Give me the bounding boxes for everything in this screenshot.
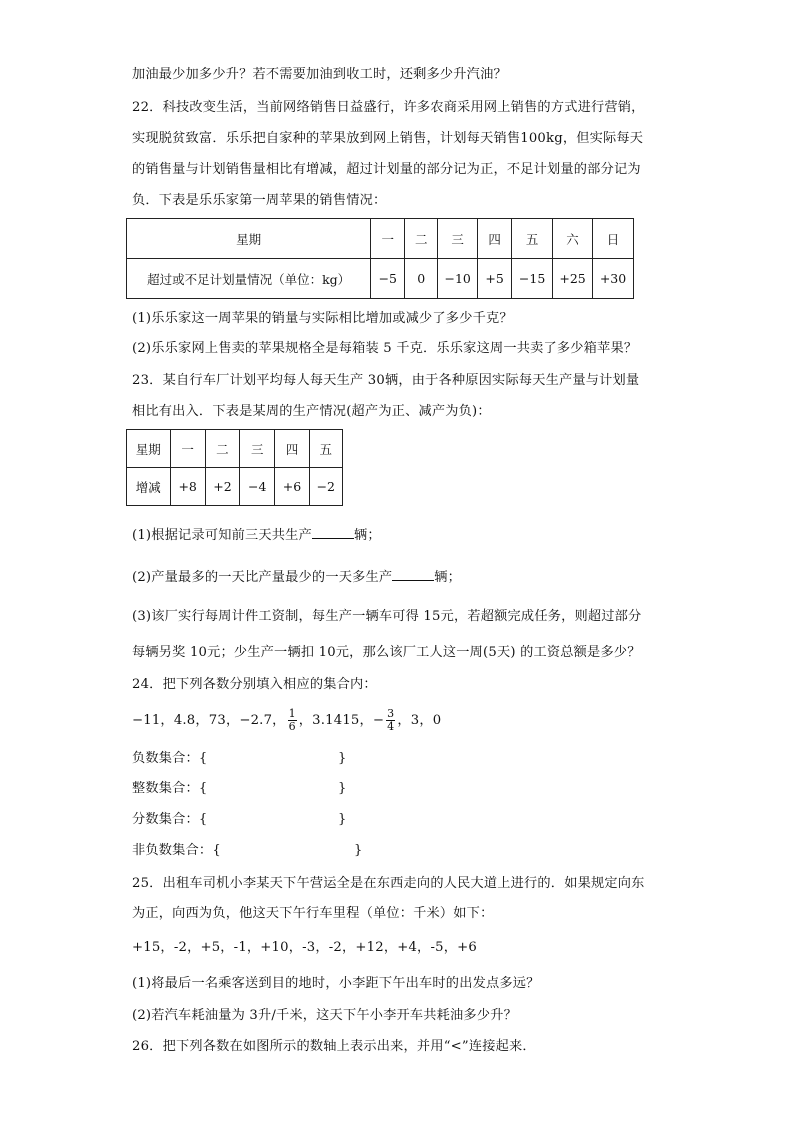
table-cell: −10	[438, 259, 478, 299]
table-cell: +8	[170, 468, 205, 506]
table-cell: −4	[240, 468, 275, 506]
sales-table	[126, 218, 634, 299]
question-23-sub-1-text: (1)根据记录可知前三天共生产	[132, 528, 312, 543]
question-25-sub-2: (2)若汽车耗油量为 3升/千米，这天下午小李开车共耗油多少升？	[132, 1008, 517, 1023]
set-nonnegative-label: 非负数集合：{	[132, 843, 221, 858]
table-cell: 星期	[127, 219, 371, 259]
fraction-numerator: 1	[288, 707, 296, 720]
table-cell: 四	[275, 430, 309, 468]
table-cell: +25	[553, 259, 593, 299]
set-integer-close: }	[338, 781, 347, 796]
question-22-line-4: 负．下表是乐乐家第一周苹果的销售情况：	[132, 193, 387, 208]
set-negative-close: }	[338, 751, 347, 766]
answer-blank[interactable]	[312, 524, 354, 539]
question-25-line-1: 25．出租车司机小李某天下午营运全是在东西走向的人民大道上进行的．如果规定向东	[132, 876, 645, 891]
table-cell: 二	[405, 219, 438, 259]
set-negative-label: 负数集合：{	[132, 751, 208, 766]
table-cell: 三	[438, 219, 478, 259]
line-l1: 加油最少加多少升？若不需要加油到收工时，还剩多少升汽油？	[132, 67, 507, 82]
table-cell: −5	[371, 259, 405, 299]
question-23-sub-1-unit: 辆；	[353, 528, 381, 543]
table-cell: 一	[170, 430, 205, 468]
table-cell: −15	[512, 259, 553, 299]
question-24-line-1: 24．把下列各数分别填入相应的集合内：	[132, 677, 377, 692]
table-cell: 四	[478, 219, 512, 259]
question-24-numbers	[132, 706, 441, 736]
question-25-sub-1: (1)将最后一名乘客送到目的地时，小李距下午出车时的出发点多远？	[132, 976, 540, 991]
set-fraction	[132, 811, 347, 829]
question-25-line-2: 为正，向西为负，他这天下午行车里程（单位：千米）如下：	[132, 906, 494, 921]
table-cell: 二	[205, 430, 239, 468]
numbers-part-c: ，3，0	[397, 713, 442, 728]
question-23-sub-2-text: (2)产量最多的一天比产量最少的一天多生产	[132, 570, 393, 585]
question-25-numbers: +15，-2，+5，-1，+10，-3，-2，+12，+4，-5，+6	[132, 940, 477, 955]
numbers-part-a: −11，4.8，73，−2.7，	[132, 713, 286, 728]
table-cell: 六	[553, 219, 593, 259]
set-nonnegative-close: }	[354, 843, 363, 858]
table-cell: 五	[309, 430, 342, 468]
question-22-sub-2: (2)乐乐家网上售卖的苹果规格全是每箱装 5 千克．乐乐家这周一共卖了多少箱苹果？	[132, 341, 638, 356]
question-22-line-1: 22．科技改变生活，当前网络销售日益盛行，许多农商采用网上销售的方式进行营销，	[132, 100, 645, 115]
fraction-three-quarters	[386, 708, 395, 733]
question-23-sub-1	[132, 524, 381, 545]
table-cell: 星期	[127, 430, 171, 468]
set-fraction-close: }	[338, 812, 347, 827]
table-cell: 五	[512, 219, 553, 259]
question-23-line-2: 相比有出入．下表是某周的生产情况(超产为正、减产为负)：	[132, 404, 491, 419]
question-23-sub-3-line-2: 每辆另奖 10元；少生产一辆扣 10元，那么该厂工人这一周(5天) 的工资总额是多少？	[132, 645, 641, 660]
table-cell: 三	[240, 430, 275, 468]
question-22-line-2: 实现脱贫致富．乐乐把自家种的苹果放到网上销售，计划每天销售100kg，但实际每天	[132, 131, 644, 146]
question-23-line-1: 23．某自行车厂计划平均每人每天生产 30辆，由于各种原因实际每天生产量与计划量	[132, 373, 640, 388]
set-negative	[132, 750, 347, 768]
question-26: 26．把下列各数在如图所示的数轴上表示出来，并用“<”连接起来．	[132, 1039, 536, 1054]
table-cell: +6	[275, 468, 309, 506]
question-23-sub-2-unit: 辆；	[434, 570, 462, 585]
numbers-part-b: ，3.1415，−	[298, 713, 385, 728]
fraction-denominator: 6	[288, 720, 296, 733]
set-integer-label: 整数集合：{	[132, 781, 208, 796]
question-23-sub-2	[132, 566, 461, 587]
production-table	[126, 429, 343, 506]
table-cell: 增减	[127, 468, 171, 506]
fraction-one-sixth	[288, 708, 297, 733]
fraction-denominator: 4	[387, 720, 395, 733]
answer-blank[interactable]	[392, 566, 434, 581]
fraction-numerator: 3	[387, 707, 395, 720]
table-cell: 日	[593, 219, 634, 259]
set-integer	[132, 780, 347, 798]
table-cell: +30	[593, 259, 634, 299]
table-cell: 一	[371, 219, 405, 259]
table-cell: 0	[405, 259, 438, 299]
table-cell: +5	[478, 259, 512, 299]
table-cell: +2	[205, 468, 239, 506]
table-cell: 超过或不足计划量情况（单位：kg）	[127, 259, 371, 299]
question-22-line-3: 的销售量与计划销售量相比有增减，超过计划量的部分记为正，不足计划量的部分记为	[132, 162, 641, 177]
question-23-sub-3-line-1: (3)该厂实行每周计件工资制，每生产一辆车可得 15元，若超额完成任务，则超过部分	[132, 609, 642, 624]
table-cell: −2	[309, 468, 342, 506]
question-22-sub-1: (1)乐乐家这一周苹果的销量与实际相比增加或减少了多少千克？	[132, 311, 513, 326]
set-nonnegative	[132, 842, 363, 860]
set-fraction-label: 分数集合：{	[132, 812, 208, 827]
